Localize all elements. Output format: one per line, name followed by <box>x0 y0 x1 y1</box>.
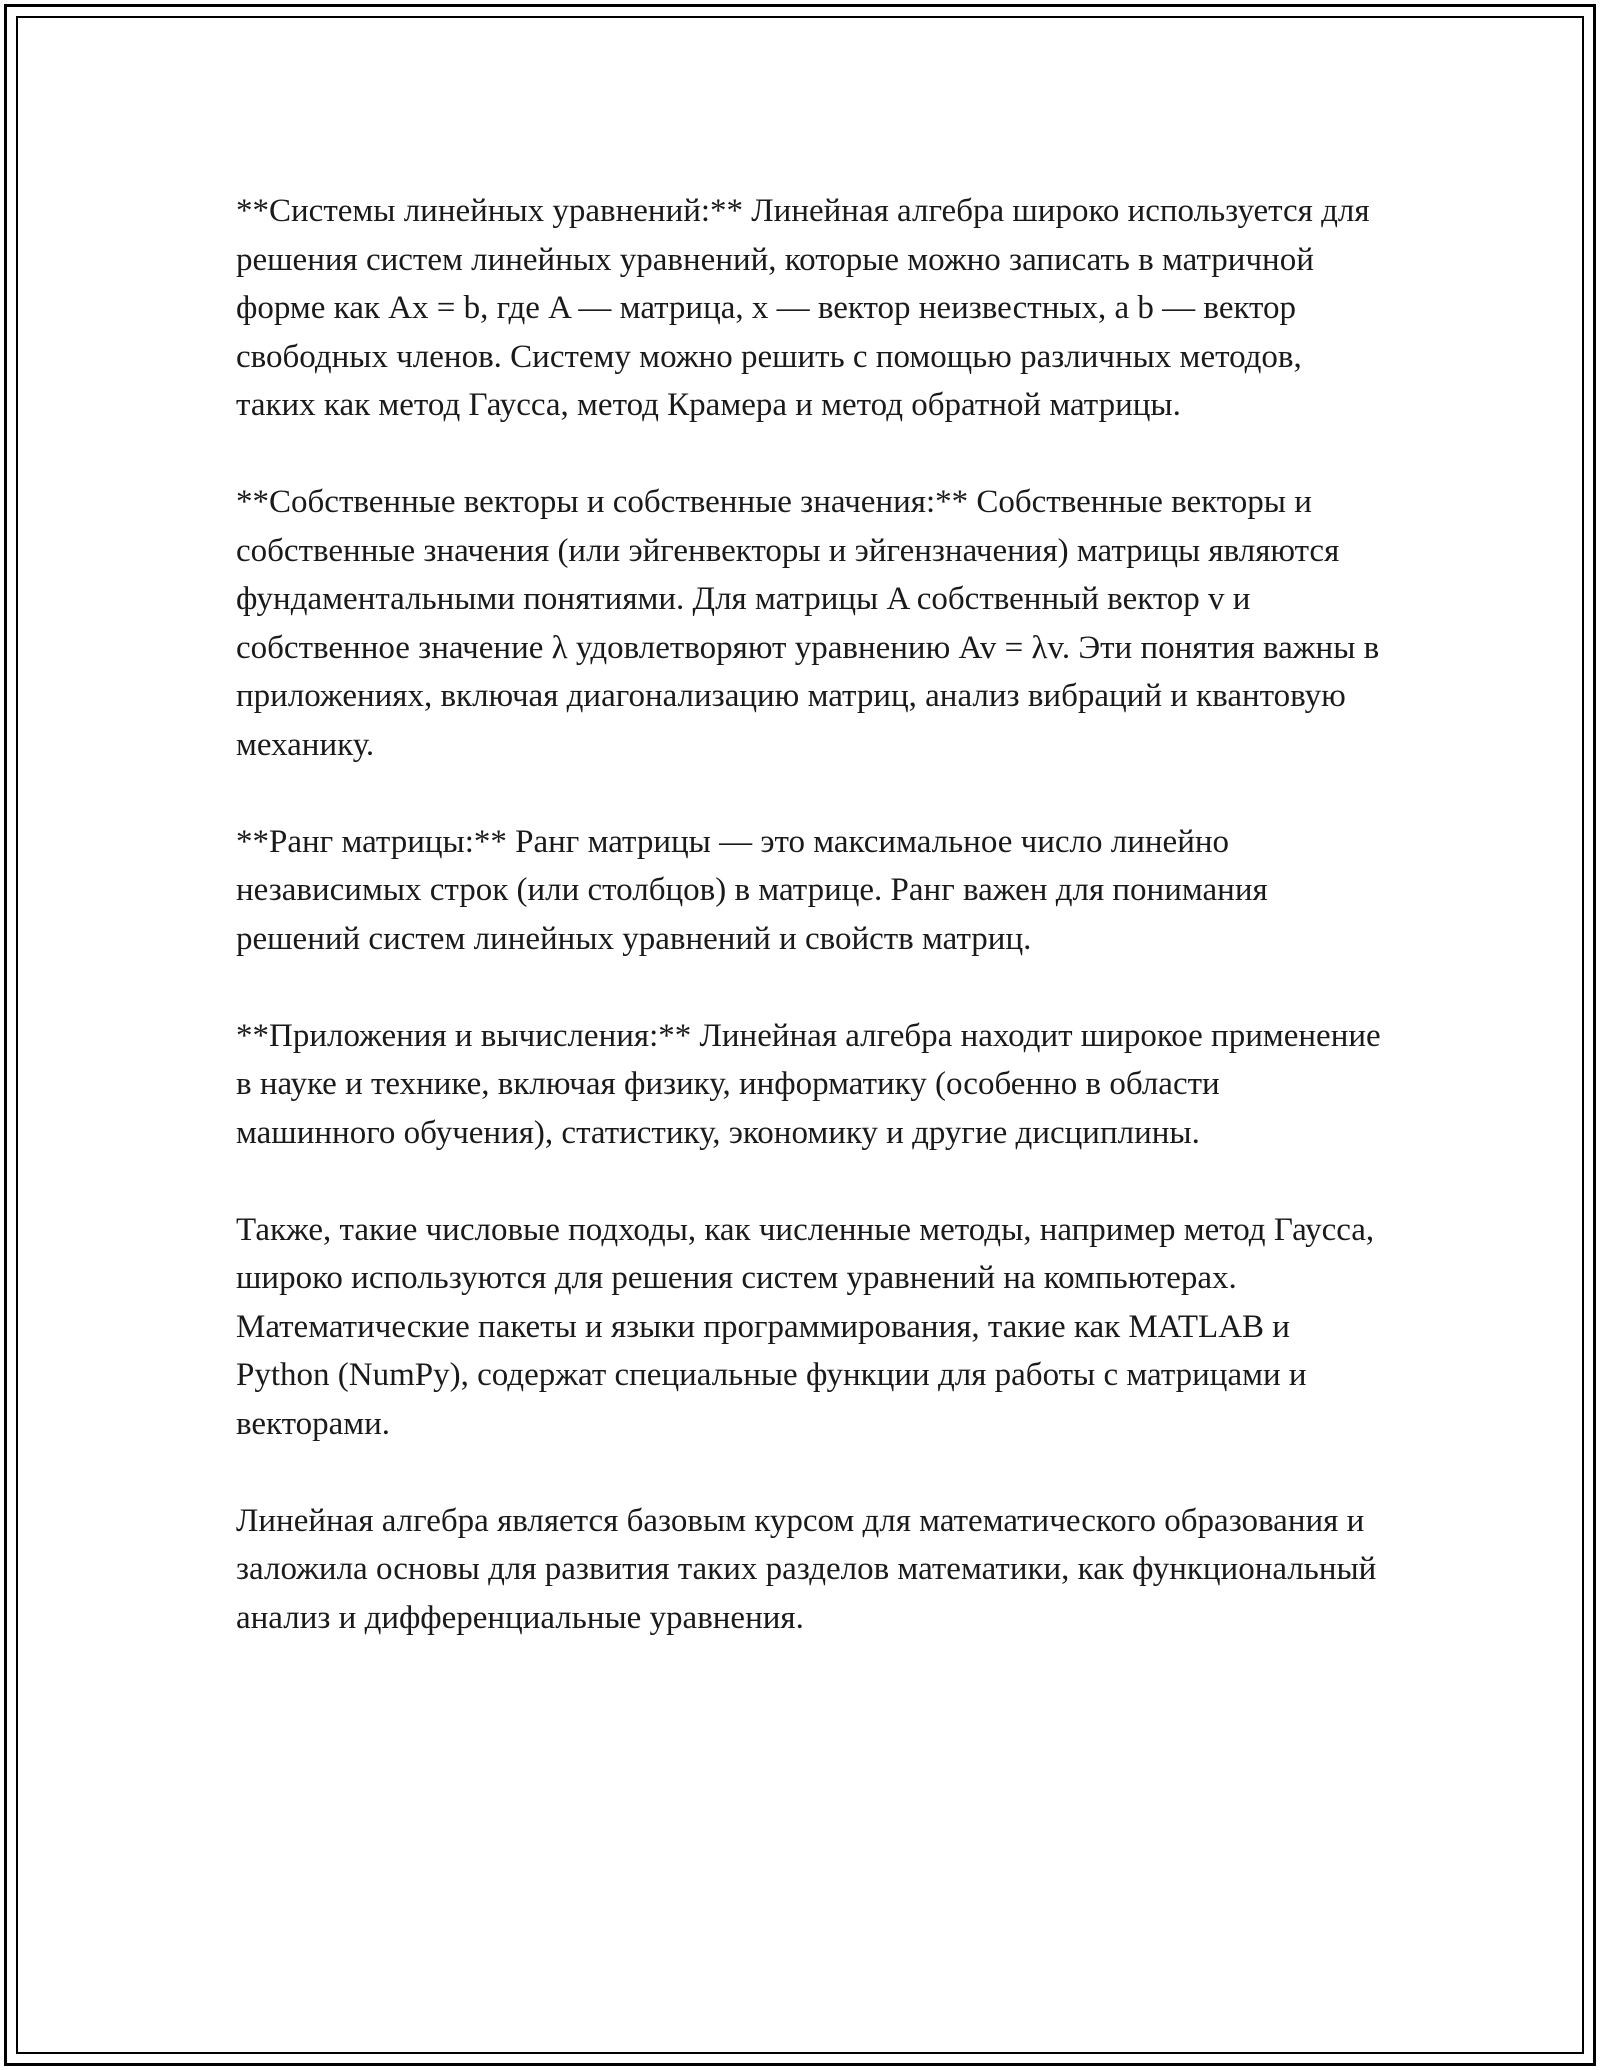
paragraph-numerical-methods: Также, такие числовые подходы, как численные методы, например метод Гаусса, широко используются для решения систем уравнений на компьютерах. Математические пакеты и языки программирования, такие как MATLAB и Python (NumPy), содержат специальные функции для работы с матрицами и векторами. <box>236 1211 1375 1442</box>
paragraph-linear-systems: **Системы линейных уравнений:** Линейная алгебра широко используется для решения систем линейных уравнений, которые можно записать в матричной форме как Ax = b, где A — матрица, x — вектор неизвестных, а b — вектор свободных членов. Систему можно решить с помощью различных методов, таких как метод Гаусса, метод Крамера и метод обратной матрицы. <box>236 193 1370 423</box>
paragraph-conclusion: Линейная алгебра является базовым курсом для математического образования и заложила основы для развития таких разделов математики, как функциональный анализ и дифференциальные уравнения. <box>236 1502 1377 1636</box>
paragraph-matrix-rank: **Ранг матрицы:** Ранг матрицы — это максимальное число линейно независимых строк (или столбцов) в матрице. Ранг важен для понимания решений систем линейных уравнений и свойств матриц. <box>236 823 1268 957</box>
document-body <box>236 187 1386 1642</box>
paragraph-applications: **Приложения и вычисления:** Линейная алгебра находит широкое применение в науке и технике, включая физику, информатику (особенно в области машинного обучения), статистику, экономику и другие дисциплины. <box>236 1017 1381 1151</box>
paragraph-eigenvectors: **Собственные векторы и собственные значения:** Собственные векторы и собственные значения (или эйгенвекторы и эйгензначения) матрицы являются фундаментальными понятиями. Для матрицы A собственный вектор v и собственное значение λ удовлетворяют уравнению Av = λv. Эти понятия важны в приложениях, включая диагонализацию матриц, анализ вибраций и квантовую механику. <box>236 484 1380 763</box>
